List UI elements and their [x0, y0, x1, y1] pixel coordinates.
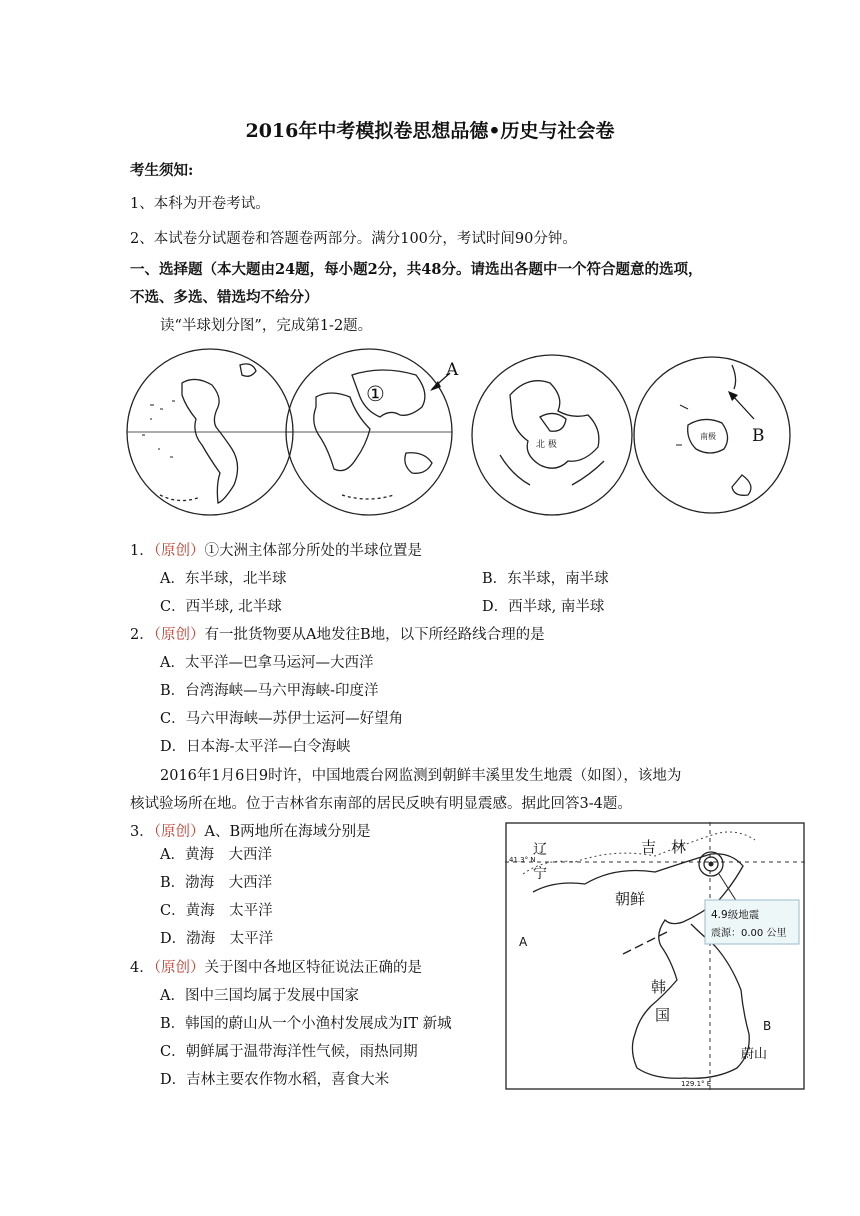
- q2-option-c: C．马六甲海峡—苏伊士运河—好望角: [160, 711, 404, 727]
- han-label: 韩: [651, 978, 667, 996]
- q2-option-b: B．台湾海峡—马六甲海峡-印度洋: [160, 683, 379, 699]
- q3-option-c: C．黄海 太平洋: [160, 903, 273, 919]
- question-text: A、B两地所在海域分别是: [204, 824, 371, 840]
- question-number: 3．: [130, 824, 154, 840]
- intro-q3-4-line2: 核试验场所在地。位于吉林省东南部的居民反映有明显震感。据此回答3-4题。: [130, 796, 632, 812]
- western-hemisphere: [127, 349, 293, 515]
- map-label-b: B: [763, 1019, 772, 1033]
- question-number: 1．: [130, 543, 154, 559]
- north-pole-label: 北 极: [536, 440, 557, 450]
- section-heading-line2: 不选、多选、错选均不给分）: [130, 289, 319, 306]
- intro-q3-4-line1: 2016年1月6日9时许，中国地震台网监测到朝鲜丰溪里发生地震（如图），该地为: [160, 768, 682, 784]
- question-1: [130, 539, 422, 560]
- latitude-label: 41.3° N: [509, 856, 536, 864]
- hemisphere-figure: [120, 345, 792, 520]
- notice-heading: 考生须知:: [130, 162, 194, 179]
- label-a: A: [446, 360, 459, 380]
- original-tag: （原创）: [153, 627, 205, 643]
- label-b: B: [752, 426, 765, 446]
- arrow-b-line: [732, 395, 754, 419]
- q1-option-a: A．东半球，北半球: [160, 571, 287, 587]
- question-3: [130, 820, 371, 841]
- q1-option-c: C．西半球, 北半球: [160, 599, 282, 615]
- q2-option-d: D．日本海-太平洋—白令海峡: [160, 739, 351, 755]
- longitude-label: 129.1° E: [681, 1080, 712, 1088]
- ulsan-label: 蔚山: [741, 1047, 768, 1062]
- notice-item-1: 1、本科为开卷考试。: [130, 196, 270, 212]
- question-text: 关于图中各地区特征说法正确的是: [204, 960, 422, 976]
- q3-option-b: B．渤海 大西洋: [160, 875, 273, 891]
- epicenter-dot: [709, 862, 714, 867]
- chaoxian-label: 朝鲜: [615, 890, 646, 908]
- question-text: 有一批货物要从A地发往B地，以下所经路线合理的是: [204, 627, 545, 643]
- question-number: 2．: [130, 627, 154, 643]
- question-4: [130, 956, 422, 977]
- earthquake-map: [505, 822, 805, 1090]
- original-tag: （原创）: [153, 960, 205, 976]
- eastern-hemisphere: [286, 349, 452, 515]
- continent-marker-1: ①: [366, 382, 385, 406]
- q3-option-d: D．渤海 太平洋: [160, 931, 274, 947]
- map-label-a: A: [519, 935, 528, 949]
- ning-label: 宁: [533, 866, 547, 882]
- original-tag: （原创）: [153, 824, 205, 840]
- intro-q1-2: 读“半球划分图”，完成第1-2题。: [160, 318, 373, 334]
- original-tag: （原创）: [153, 543, 205, 559]
- liao-label: 辽: [533, 842, 547, 858]
- q4-option-a: A．图中三国均属于发展中国家: [160, 988, 359, 1004]
- q3-option-a: A．黄海 大西洋: [160, 847, 272, 863]
- q4-option-b: B．韩国的蔚山从一个小渔村发展成为IT 新城: [160, 1016, 452, 1032]
- q1-option-d: D．西半球, 南半球: [482, 599, 605, 615]
- quake-magnitude: 4.9级地震: [711, 909, 760, 921]
- jilin-label: 吉 林: [641, 838, 687, 856]
- q1-option-b: B．东半球，南半球: [482, 571, 609, 587]
- question-number: 4．: [130, 960, 154, 976]
- question-2: [130, 623, 545, 644]
- section-heading-line1: 一、选择题（本大题由24题，每小题2分，共48分。请选出各题中一个符合题意的选项，: [130, 261, 703, 278]
- page-title: 2016年中考模拟卷思想品德•历史与社会卷: [245, 120, 615, 142]
- notice-item-2: 2、本试卷分试题卷和答题卷两部分。满分100分，考试时间90分钟。: [130, 231, 577, 247]
- question-text: ①大洲主体部分所处的半球位置是: [204, 543, 422, 559]
- south-pole-label: 南极: [700, 432, 716, 441]
- q4-option-d: D．吉林主要农作物水稻，喜食大米: [160, 1072, 390, 1088]
- quake-depth: 震源：0.00 公里: [711, 928, 787, 939]
- q4-option-c: C．朝鲜属于温带海洋性气候，雨热同期: [160, 1044, 418, 1060]
- north-polar-hemisphere: [472, 355, 632, 515]
- q2-option-a: A．太平洋—巴拿马运河—大西洋: [160, 655, 374, 671]
- guo-label: 国: [655, 1006, 671, 1024]
